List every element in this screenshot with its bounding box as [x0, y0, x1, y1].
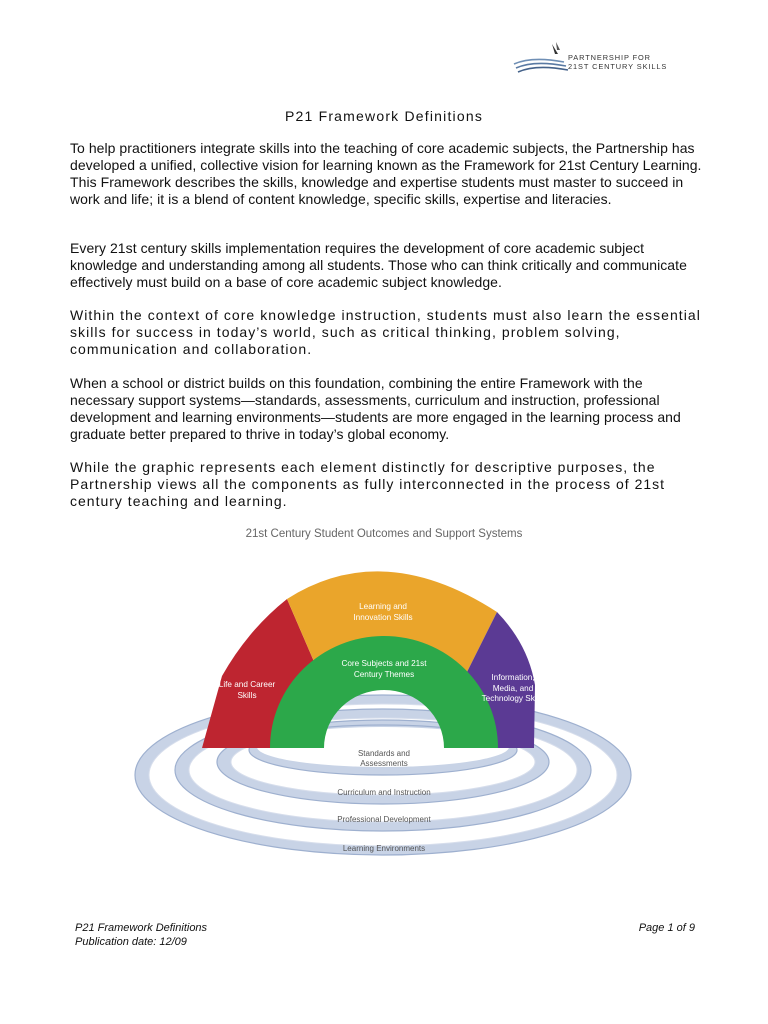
footer-page-number: Page 1 of 9	[638, 922, 695, 934]
label-core-subjects: Core Subjects and 21st Century Themes	[341, 659, 427, 679]
label-standards: Standards and Assessments	[357, 749, 411, 768]
footer-pub-date: Publication date: 12/09	[75, 936, 187, 948]
page-title: P21 Framework Definitions	[284, 108, 484, 124]
logo-line-1: PARTNERSHIP FOR	[568, 53, 651, 62]
label-info-media-tech: Information, Media, and Technology Skills	[481, 673, 545, 703]
p21-logo	[512, 40, 702, 76]
framework-figure	[0, 520, 768, 870]
label-learning-innovation: Learning and Innovation Skills	[353, 602, 413, 622]
footer-doc-name: P21 Framework Definitions	[75, 922, 208, 934]
label-professional: Professional Development	[337, 815, 431, 824]
logo-text	[568, 53, 667, 71]
label-curriculum: Curriculum and Instruction	[337, 788, 431, 797]
figure-title: 21st Century Student Outcomes and Support Systems	[245, 528, 523, 540]
paragraph-2: Every 21st century skills implementation requires the development of core academic subject knowledge and understanding among all students. Those who can think critically and communicate effectively must build on a base of core academic subject knowledge.	[70, 240, 687, 290]
label-environments: Learning Environments	[342, 844, 426, 853]
paragraph-1: To help practitioners integrate skills into the teaching of core academic subjects, the Partnership has developed a unified, collective vision for learning known as the Framework for 21st Century Learning. This Framework describes the skills, knowledge and expertise students must master to succeed in work and life; it is a blend of content knowledge, specific skills, expertise and literacies.	[70, 140, 702, 207]
label-life-career: Life and Career Skills	[218, 680, 276, 700]
logo-line-2: 21ST CENTURY SKILLS	[568, 62, 668, 71]
paragraph-3: Within the context of core knowledge instruction, students must also learn the essential skills for success in today’s world, such as critical thinking, problem solving, communication and collaboration.	[70, 307, 701, 357]
footer-left	[75, 921, 207, 949]
paragraph-4: When a school or district builds on this foundation, combining the entire Framework with the necessary support systems—standards, assessments, curriculum and instruction, professional development and learning environments—students are more engaged in the learning process and graduate better prepared to thrive in today’s global economy.	[70, 375, 681, 442]
paragraph-5: While the graphic represents each element distinctly for descriptive purposes, the Partnership views all the components as fully interconnected in the process of 21st century teaching and learning.	[70, 459, 666, 509]
swoosh-logo-icon	[512, 40, 572, 76]
